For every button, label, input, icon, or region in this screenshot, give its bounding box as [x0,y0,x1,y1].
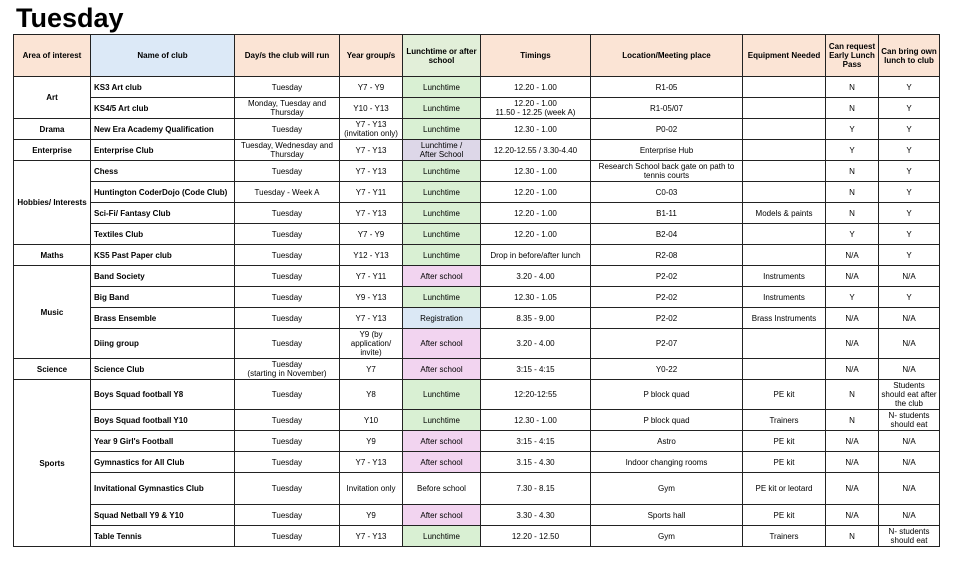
timings-line-2: 11.50 - 12.25 (week A) [495,108,576,117]
club-timings: 12.20 - 12.50 [481,526,591,547]
club-own-lunch: Y [879,245,940,266]
club-when: Lunchtime [403,224,481,245]
club-equipment: Models & paints [743,203,826,224]
club-when [403,140,481,161]
club-when: Registration [403,308,481,329]
table-row [14,77,940,98]
club-own-lunch: Y [879,98,940,119]
club-pass: N [826,161,879,182]
club-timings: 12.20 - 1.00 [481,203,591,224]
club-timings: 3:15 - 4:15 [481,431,591,452]
club-days [235,359,340,380]
club-own-lunch: Y [879,161,940,182]
club-own-lunch: Y [879,140,940,161]
club-days: Tuesday [235,473,340,505]
header-timings: Timings [481,35,591,77]
header-location: Location/Meeting place [591,35,743,77]
club-when: After school [403,505,481,526]
club-timings: 12.20 - 1.00 [481,182,591,203]
club-days: Tuesday [235,77,340,98]
club-days: Tuesday [235,452,340,473]
club-timings: 12:20-12:55 [481,380,591,410]
club-own-lunch: Y [879,119,940,140]
club-timings: 12.20-12.55 / 3.30-4.40 [481,140,591,161]
club-equipment: Trainers [743,526,826,547]
club-days: Tuesday [235,161,340,182]
club-pass: N/A [826,505,879,526]
club-own-lunch: Y [879,287,940,308]
table-row [14,452,940,473]
table-row [14,140,940,161]
club-days: Tuesday [235,245,340,266]
club-equipment: PE kit [743,505,826,526]
club-pass: N/A [826,452,879,473]
club-equipment [743,119,826,140]
club-year: Y9 (by application/ invite) [340,329,403,359]
club-equipment: PE kit [743,431,826,452]
club-days: Tuesday, Wednesday and Thursday [235,140,340,161]
club-pass: N [826,203,879,224]
club-year: Y12 - Y13 [340,245,403,266]
club-year: Y7 - Y9 [340,77,403,98]
area-sports: Sports [14,380,91,547]
club-location: R2-08 [591,245,743,266]
area-enterprise: Enterprise [14,140,91,161]
club-year: Y7 - Y13 [340,140,403,161]
club-pass: N/A [826,308,879,329]
club-own-lunch [879,526,940,547]
table-row [14,359,940,380]
club-days: Tuesday [235,308,340,329]
club-location: Research School back gate on path to tennis courts [591,161,743,182]
club-when: Lunchtime [403,77,481,98]
club-when: Before school [403,473,481,505]
club-own-lunch: N/A [879,329,940,359]
club-equipment: PE kit [743,380,826,410]
club-equipment: Trainers [743,410,826,431]
club-equipment [743,359,826,380]
club-year: Y7 - Y11 [340,266,403,287]
club-when: Lunchtime [403,245,481,266]
club-days: Tuesday [235,526,340,547]
club-name: Year 9 Girl's Football [91,431,235,452]
table-row [14,266,940,287]
clubs-table [13,34,940,547]
club-location: R1-05/07 [591,98,743,119]
club-when: Lunchtime [403,182,481,203]
year-line-1: Y7 - Y13 [355,120,387,129]
club-year: Y9 [340,431,403,452]
club-timings: 3.30 - 4.30 [481,505,591,526]
club-name: Enterprise Club [91,140,235,161]
club-location: Gym [591,473,743,505]
club-own-lunch: N/A [879,473,940,505]
club-name: Gymnastics for All Club [91,452,235,473]
days-line-1: Tuesday [271,360,303,369]
club-year [340,119,403,140]
table-row [14,431,940,452]
club-when: After school [403,266,481,287]
club-when: Lunchtime [403,161,481,182]
club-timings: 8.35 - 9.00 [481,308,591,329]
club-name: Brass Ensemble [91,308,235,329]
club-timings [481,98,591,119]
header-area: Area of interest [14,35,91,77]
club-year: Y9 [340,505,403,526]
club-equipment [743,182,826,203]
club-year: Y7 - Y9 [340,224,403,245]
when-line-1: Lunchtime / [420,141,463,150]
header-name: Name of club [91,35,235,77]
club-pass: Y [826,224,879,245]
club-year: Y7 - Y13 [340,203,403,224]
club-own-lunch: N/A [879,431,940,452]
club-pass: N [826,526,879,547]
club-equipment: PE kit or leotard [743,473,826,505]
club-pass: N [826,182,879,203]
club-year: Y9 - Y13 [340,287,403,308]
days-line-2: (starting in November) [247,369,327,378]
club-when: After school [403,452,481,473]
club-when: Lunchtime [403,287,481,308]
club-when: Lunchtime [403,526,481,547]
table-row [14,526,940,547]
club-name: Science Club [91,359,235,380]
year-line-2: (invitation only) [344,129,398,138]
club-own-lunch: Y [879,224,940,245]
table-row [14,182,940,203]
club-location: Astro [591,431,743,452]
club-timings: 12.30 - 1.05 [481,287,591,308]
club-pass: N/A [826,329,879,359]
club-name: New Era Academy Qualification [91,119,235,140]
club-name: Textiles Club [91,224,235,245]
club-own-lunch: N/A [879,308,940,329]
club-when: Lunchtime [403,119,481,140]
club-location: Sports hall [591,505,743,526]
club-name: Boys Squad football Y8 [91,380,235,410]
club-when: Lunchtime [403,410,481,431]
club-own-lunch: N/A [879,452,940,473]
area-maths: Maths [14,245,91,266]
area-art: Art [14,77,91,119]
club-days: Tuesday [235,505,340,526]
club-equipment: Instruments [743,266,826,287]
area-science: Science [14,359,91,380]
club-name: KS3 Art club [91,77,235,98]
club-pass: N/A [826,473,879,505]
club-location: P2-07 [591,329,743,359]
table-row [14,380,940,410]
club-name: Squad Netball Y9 & Y10 [91,505,235,526]
club-when: Lunchtime [403,380,481,410]
table-row [14,473,940,505]
club-equipment [743,161,826,182]
club-year: Y7 [340,359,403,380]
club-year: Y7 - Y13 [340,452,403,473]
club-timings: 3.20 - 4.00 [481,329,591,359]
table-row [14,329,940,359]
club-location: C0-03 [591,182,743,203]
page-title: Tuesday [16,3,124,33]
area-drama: Drama [14,119,91,140]
club-pass: N/A [826,245,879,266]
header-year: Year group/s [340,35,403,77]
club-own-lunch: N/A [879,266,940,287]
club-location: B1-11 [591,203,743,224]
club-own-lunch: N/A [879,359,940,380]
club-own-lunch: Y [879,203,940,224]
table-row [14,224,940,245]
header-own-lunch: Can bring own lunch to club [879,35,940,77]
club-when: Lunchtime [403,203,481,224]
club-equipment: PE kit [743,452,826,473]
club-when: After school [403,359,481,380]
club-timings: 12.30 - 1.00 [481,410,591,431]
header-pass: Can request Early Lunch Pass [826,35,879,77]
club-name: Boys Squad football Y10 [91,410,235,431]
club-when: After school [403,329,481,359]
club-own-lunch: Students should eat after the club [879,380,940,410]
area-music: Music [14,266,91,359]
club-name: Sci-Fi/ Fantasy Club [91,203,235,224]
area-hobbies: Hobbies/ Interests [14,161,91,245]
club-year: Invitation only [340,473,403,505]
club-days: Monday, Tuesday and Thursday [235,98,340,119]
club-year: Y10 [340,410,403,431]
club-pass: N [826,380,879,410]
club-pass: N/A [826,266,879,287]
club-pass: N/A [826,431,879,452]
club-location: Y0-22 [591,359,743,380]
club-equipment [743,329,826,359]
timings-line-1: 12.20 - 1.00 [514,99,557,108]
club-equipment [743,98,826,119]
club-days: Tuesday [235,266,340,287]
table-row [14,245,940,266]
club-location: P block quad [591,410,743,431]
club-pass: N/A [826,359,879,380]
club-own-lunch: N/A [879,505,940,526]
club-when: Lunchtime [403,98,481,119]
club-days: Tuesday [235,410,340,431]
club-days: Tuesday [235,224,340,245]
club-pass: N [826,77,879,98]
club-timings: 3.15 - 4.30 [481,452,591,473]
club-timings: 12.20 - 1.00 [481,224,591,245]
club-location: Enterprise Hub [591,140,743,161]
club-year: Y7 - Y13 [340,526,403,547]
own-lunch-text: N- students should eat [888,410,930,429]
header-row [14,35,940,77]
club-name: Diing group [91,329,235,359]
club-timings: 7.30 - 8.15 [481,473,591,505]
club-pass: N [826,410,879,431]
table-row [14,203,940,224]
club-timings: 12.30 - 1.00 [481,161,591,182]
club-pass: Y [826,140,879,161]
club-days: Tuesday [235,203,340,224]
club-own-lunch [879,410,940,431]
club-equipment: Instruments [743,287,826,308]
club-name: Table Tennis [91,526,235,547]
club-name: Invitational Gymnastics Club [91,473,235,505]
club-pass: N [826,98,879,119]
header-equipment: Equipment Needed [743,35,826,77]
table-row [14,287,940,308]
club-days: Tuesday [235,329,340,359]
club-location: P2-02 [591,266,743,287]
club-name: Huntington CoderDojo (Code Club) [91,182,235,203]
club-location: P0-02 [591,119,743,140]
club-equipment [743,140,826,161]
club-name: Big Band [91,287,235,308]
club-equipment [743,245,826,266]
header-when: Lunchtime or after school [403,35,481,77]
club-days: Tuesday [235,431,340,452]
club-equipment [743,224,826,245]
club-location: Indoor changing rooms [591,452,743,473]
header-days: Day/s the club will run [235,35,340,77]
when-line-2: After School [419,150,464,159]
club-days: Tuesday [235,380,340,410]
club-days: Tuesday [235,119,340,140]
club-location: P2-02 [591,308,743,329]
table-row [14,161,940,182]
club-own-lunch: Y [879,77,940,98]
own-lunch-text: N- students should eat [888,526,930,545]
table-row [14,308,940,329]
club-year: Y10 - Y13 [340,98,403,119]
table-row [14,98,940,119]
club-location: B2-04 [591,224,743,245]
club-days: Tuesday - Week A [235,182,340,203]
club-name: KS4/5 Art club [91,98,235,119]
club-name: Chess [91,161,235,182]
club-year: Y7 - Y13 [340,161,403,182]
club-year: Y7 - Y11 [340,182,403,203]
club-timings: Drop in before/after lunch [481,245,591,266]
club-timings: 12.30 - 1.00 [481,119,591,140]
club-location: P2-02 [591,287,743,308]
club-days: Tuesday [235,287,340,308]
club-equipment [743,77,826,98]
club-equipment: Brass Instruments [743,308,826,329]
club-name: KS5 Past Paper club [91,245,235,266]
club-own-lunch: Y [879,182,940,203]
club-timings: 3:15 - 4:15 [481,359,591,380]
club-timings: 3.20 - 4.00 [481,266,591,287]
table-row [14,410,940,431]
club-year: Y7 - Y13 [340,308,403,329]
club-location: Gym [591,526,743,547]
club-when: After school [403,431,481,452]
club-location: P block quad [591,380,743,410]
table-row [14,119,940,140]
table-row [14,505,940,526]
club-pass: Y [826,287,879,308]
club-year: Y8 [340,380,403,410]
club-name: Band Society [91,266,235,287]
club-location: R1-05 [591,77,743,98]
club-pass: Y [826,119,879,140]
club-timings: 12.20 - 1.00 [481,77,591,98]
